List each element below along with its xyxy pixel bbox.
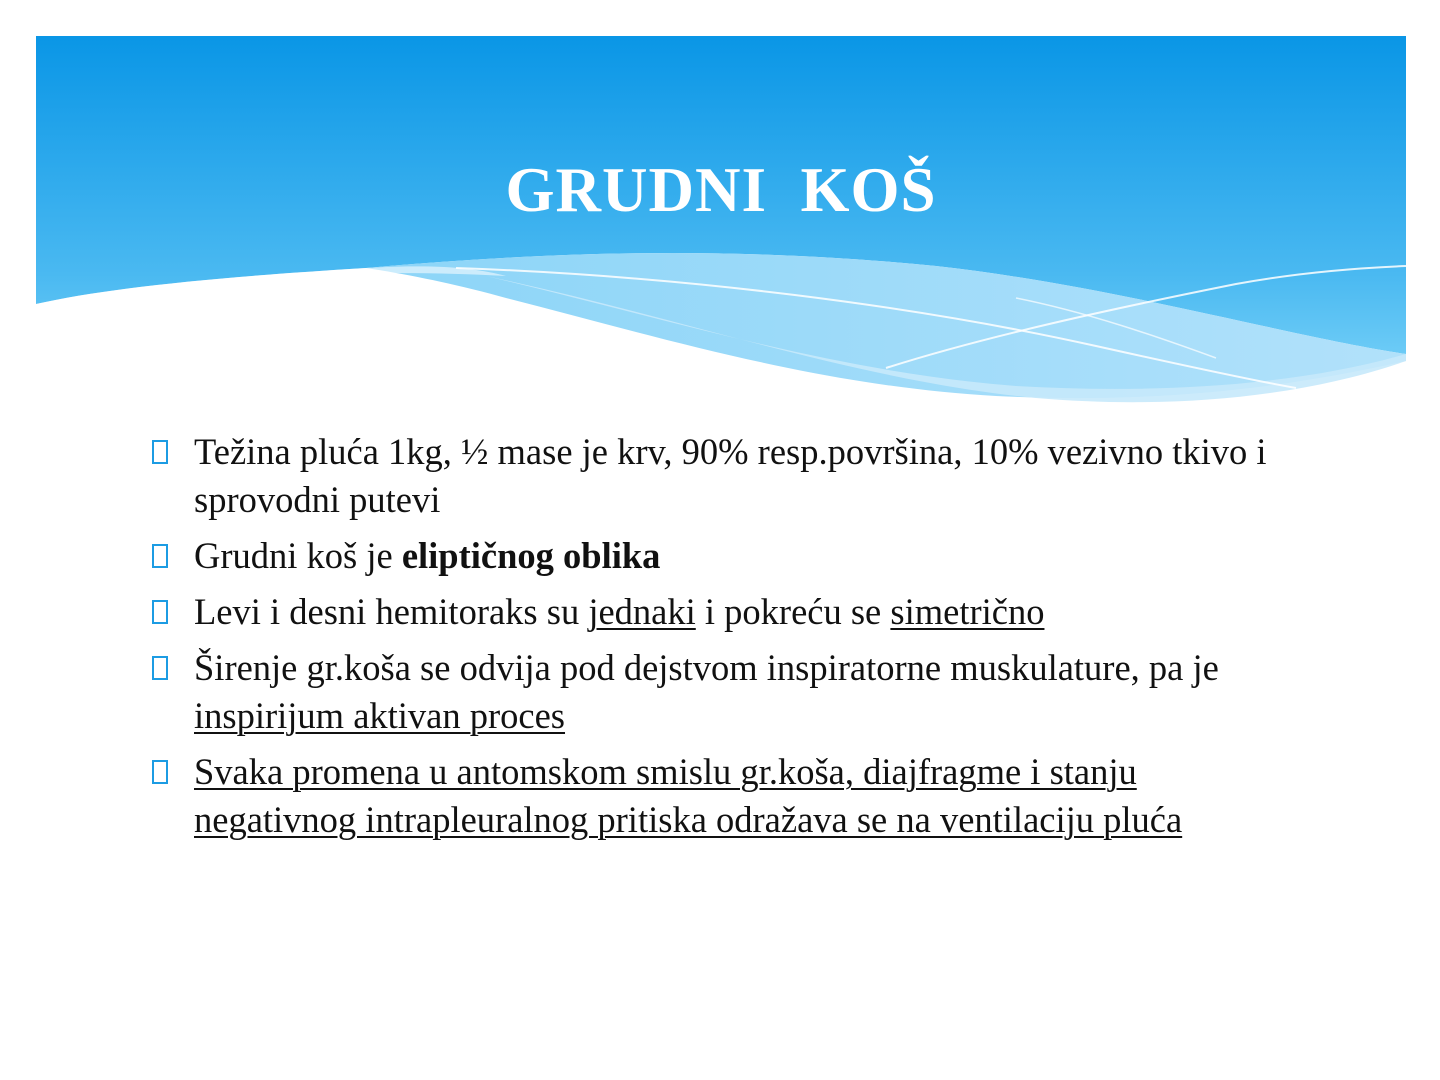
bullet-text: Grudni koš je: [194, 535, 402, 576]
bullet-text-underlined: Svaka promena u antomskom smislu gr.koša, diajfragme i stanju negativnog intrapleuralnog pritiska odražava se na ventilaciju pluća: [194, 751, 1183, 840]
list-item: [148, 532, 1308, 580]
bullet-list: [148, 428, 1308, 852]
bullet-text: Težina pluća 1kg, ½ mase je krv, 90% resp.površina, 10% vezivno tkivo i sprovodni putevi: [194, 431, 1267, 520]
bullet-box-icon: [152, 760, 168, 784]
list-item: [148, 644, 1308, 740]
bullet-text: Levi i desni hemitoraks su: [194, 591, 589, 632]
bullet-box-icon: [152, 600, 168, 624]
list-item: [148, 748, 1308, 844]
bullet-text: i pokreću se: [695, 591, 891, 632]
bullet-text-underlined: inspirijum aktivan proces: [194, 695, 566, 736]
list-item: [148, 428, 1308, 524]
bullet-text-bold: eliptičnog oblika: [401, 535, 661, 576]
bullet-box-icon: [152, 440, 168, 464]
bullet-text: Širenje gr.koša se odvija pod dejstvom inspiratorne muskulature, pa je: [194, 647, 1219, 688]
bullet-box-icon: [152, 656, 168, 680]
header-banner: [36, 36, 1406, 406]
bullet-text-underlined: simetrično: [890, 591, 1045, 632]
bullet-text-underlined: jednaki: [588, 591, 696, 632]
list-item: [148, 588, 1308, 636]
bullet-box-icon: [152, 544, 168, 568]
slide-title: GRUDNI KOŠ: [505, 155, 937, 225]
